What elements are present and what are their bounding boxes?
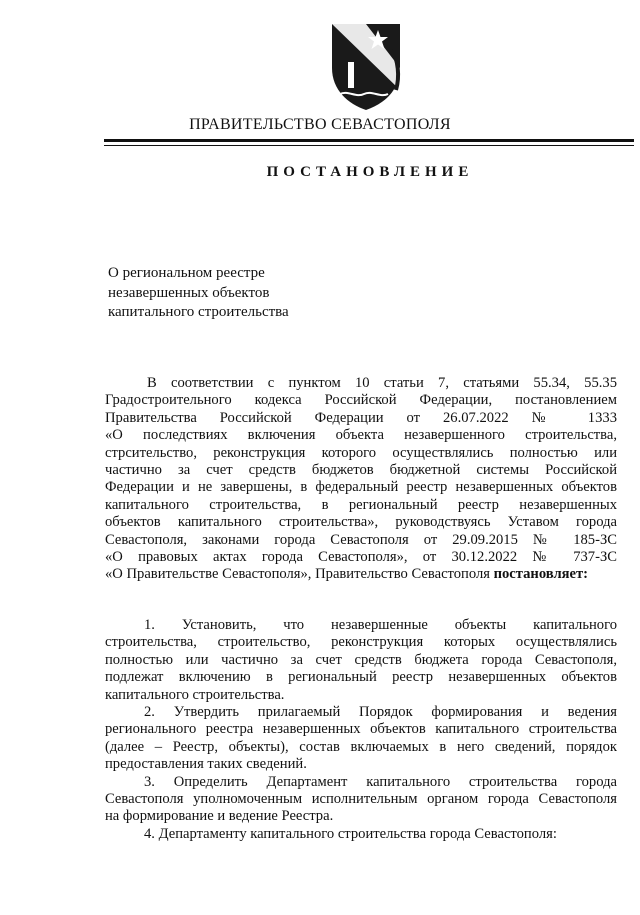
item-1-line: полностью или частично за счет средств бюджета города Севастополя, [105,651,617,668]
preamble-line: стрсительство, реконструкция которого осуществлялись полностью или [105,444,617,461]
header-rule-thin [104,145,634,146]
item-4-line: 4. Департаменту капитального строительства города Севастополя: [144,825,557,842]
item-2-line: регионального реестра незавершенных объектов капитального строительства [105,721,617,738]
item-2-line: 2. Утвердить прилагаемый Порядок формирования и ведения [144,703,617,720]
preamble-line: «О правовых актах города Севастополя», от 30.12.2022 № 737-ЗС [105,548,617,565]
preamble-line: частично за счет средств бюджетов бюджетной системы Российской [105,461,617,478]
preamble-line: объектов капитального строительства», руководствуясь Уставом города [105,514,617,531]
document-subject [108,264,289,323]
item-3-line: 3. Определить Департамент капитального строительства города [144,773,617,790]
item-3-line: на формирование и ведение Реестра. [105,808,334,825]
subject-line: капитального строительства [108,304,289,320]
decree-word: постановляет: [493,566,589,583]
item-1-line: 1. Установить, что незавершенные объекты капитального [144,617,617,633]
preamble-line: «О Правительстве Севастополя», Правительство Севастополя [105,566,494,583]
item-1-line: подлежат включению в региональный реестр незавершенных объектов [105,669,617,686]
preamble-line: «О последствиях включения объекта незавершенного строительства, [105,427,617,444]
item-3-line: Севастополя уполномоченным исполнительным органом города Севастополя [105,790,617,807]
header-rule-thick [104,139,634,142]
item-1-line: строительства, строительство, реконструкция которых осуществлялись [105,634,617,651]
document-type-title: ПОСТАНОВЛЕНИЕ [266,164,474,180]
preamble-line: Федерации и не завершены, в федеральный реестр незавершенных объектов [105,479,617,496]
preamble-line: Правительства Российской Федерации от 26.07.2022 № 1333 [105,409,617,426]
item-2-line: (далее – Реестр, объекты), состав включаемых в него сведений, порядок [105,738,617,755]
preamble-final-line [105,566,617,583]
item-2-line: предоставления таких сведений. [105,756,307,773]
resolution-items [105,617,617,843]
preamble-line: В соответствии с пунктом 10 статьи 7, статьями 55.34, 55.35 [147,375,617,391]
subject-line: О региональном реестре [108,265,265,281]
subject-line: незавершенных объектов [108,284,270,301]
organization-name: ПРАВИТЕЛЬСТВО СЕВАСТОПОЛЯ [189,116,451,133]
preamble-line: капитального строительства, в региональный реестр незавершенных [105,496,617,513]
sevastopol-coat-of-arms-icon [326,20,406,112]
preamble-line: Севастополя, законами города Севастополя от 29.09.2015 № 185-ЗС [105,531,617,548]
item-1-line: капитального строительства. [105,686,285,703]
preamble-line: Градостроительного кодекса Российской Федерации, постановлением [105,392,617,409]
preamble-paragraph [105,375,617,584]
